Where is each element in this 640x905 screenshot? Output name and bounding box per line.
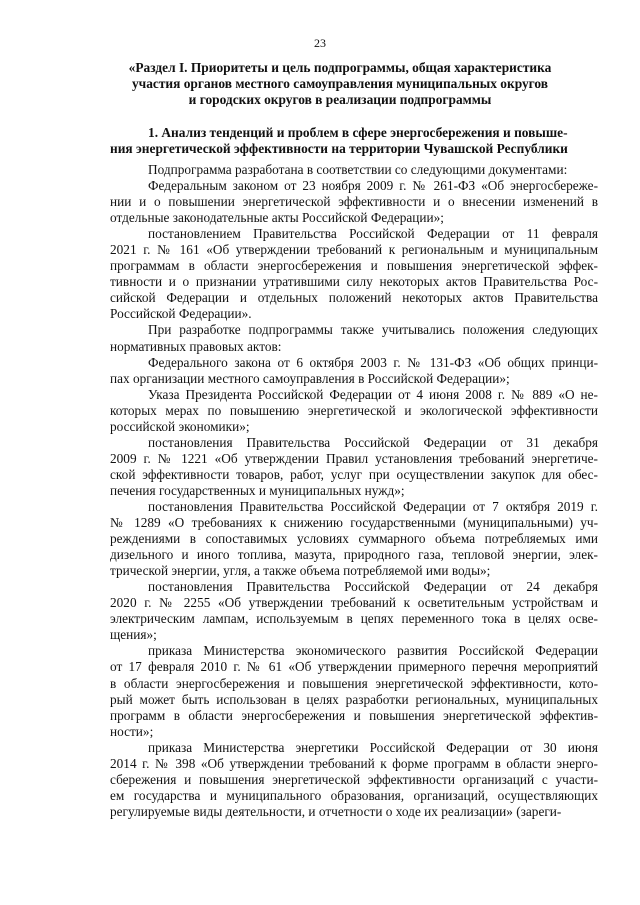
paragraph-line: 2020 г. № 2255 «Об утверждении требований к осветительным устройствам и <box>110 595 598 611</box>
subsection-title-line: ния энергетической эффективности на территории Чувашской Республики <box>110 141 568 156</box>
paragraph-line: 2021 г. № 161 «Об утверждении требований к региональным и муниципальным <box>110 242 598 258</box>
paragraph <box>110 178 598 226</box>
paragraph-line: программам в области энергосбережения и повышения энергетической эффек- <box>110 258 598 274</box>
body-text <box>110 162 598 820</box>
paragraph <box>110 387 598 435</box>
paragraph-line: Указа Президента Российской Федерации от 4 июня 2008 г. № 889 «О не- <box>148 386 598 402</box>
paragraph-line: сийской Федерации и отдельных положений некоторых актов Правительства <box>110 290 598 306</box>
paragraph-line: отдельные законодательные акты Российской Федерации»; <box>110 210 444 226</box>
paragraph <box>110 226 598 322</box>
paragraph <box>110 435 598 499</box>
paragraph-line: постановлением Правительства Российской Федерации от 11 февраля <box>148 226 598 242</box>
paragraph-line: нии и о повышении энергетической эффективности и о внесении изменений в <box>110 194 598 210</box>
paragraph-line: № 1289 «О требованиях к снижению государственными (муниципальными) уч- <box>110 515 598 531</box>
paragraph-line: дизельного и иного топлива, мазута, природного газа, тепловой энергии, элек- <box>110 547 598 563</box>
subsection-title <box>110 125 590 157</box>
section-title <box>100 60 580 108</box>
paragraph-line: приказа Министерства энергетики Российской Федерации от 30 июня <box>148 739 598 755</box>
section-title-line: участия органов местного самоуправления муниципальных округов <box>131 76 549 91</box>
paragraph <box>110 579 598 643</box>
paragraph-line: щения»; <box>110 627 157 643</box>
paragraph-line: Подпрограмма разработана в соответствии со следующими документами: <box>148 162 568 177</box>
page-number: 23 <box>314 36 326 50</box>
paragraph-line: нормативных правовых актов: <box>110 338 282 354</box>
paragraph-line: При разработке подпрограммы также учитывались положения следующих <box>148 322 598 338</box>
paragraph-line: от 17 февраля 2010 г. № 61 «Об утверждении примерного перечня мероприятий <box>110 659 598 675</box>
paragraph-line: постановления Правительства Российской Федерации от 7 октября 2019 г. <box>148 498 598 514</box>
paragraph-line: печения государственных и муниципальных нужд»; <box>110 482 405 498</box>
paragraph-line: Федеральным законом от 23 ноября 2009 г. № 261-ФЗ «Об энергосбереже- <box>148 178 598 194</box>
paragraph-line: 2009 г. № 1221 «Об утверждении Правил установления требований энергетиче- <box>110 450 598 466</box>
paragraph <box>110 355 598 387</box>
paragraph-line: тивности и о признании утратившими силу некоторых актов Правительства Рос- <box>110 274 598 290</box>
paragraph-line: Федерального закона от 6 октября 2003 г. № 131-ФЗ «Об общих принци- <box>148 354 598 370</box>
paragraph <box>110 643 598 739</box>
paragraph-line: постановления Правительства Российской Федерации от 31 декабря <box>148 434 598 450</box>
subsection-title-line: 1. Анализ тенденций и проблем в сфере энергосбережения и повыше- <box>148 125 568 140</box>
paragraph-line: ем государства и муниципального образования, организаций, осуществляющих <box>110 787 598 803</box>
paragraph-line: которых мерах по повышению энергетической и экологической эффективности <box>110 402 598 418</box>
paragraph-line: приказа Министерства экономического развития Российской Федерации <box>148 643 598 659</box>
paragraph-line: российской экономики»; <box>110 418 250 434</box>
paragraph-line: Российской Федерации». <box>110 306 252 322</box>
paragraph <box>110 740 598 820</box>
paragraph-line: постановления Правительства Российской Федерации от 24 декабря <box>148 579 598 595</box>
paragraph-line: рый может быть использован в целях разработки региональных, муниципальных <box>110 691 598 707</box>
paragraph-line: реждениями в сопоставимых условиях суммарного объема потребляемых ими <box>110 531 598 547</box>
section-title-line: «Раздел I. Приоритеты и цель подпрограммы, общая характеристика <box>128 60 552 75</box>
paragraph-line: электрическим лампам, используемым в цепях переменного тока в целях осве- <box>110 611 598 627</box>
paragraph-line: программ в области энергосбережения и повышения энергетической эффектив- <box>110 707 598 723</box>
paragraph-line: пах организации местного самоуправления в Российской Федерации»; <box>110 370 510 386</box>
paragraph-line: в области энергосбережения и повышения энергетической эффективности, кото- <box>110 675 598 691</box>
paragraph-line: ности»; <box>110 723 154 739</box>
paragraph <box>110 162 598 178</box>
paragraph <box>110 499 598 579</box>
section-title-line: и городских округов в реализации подпрограммы <box>188 92 492 107</box>
paragraph-line: 2014 г. № 398 «Об утверждении требований к форме программ в области энерго- <box>110 755 598 771</box>
paragraph-line: регулируемые виды деятельности, и отчетности о ходе их реализации» (зареги- <box>110 803 562 819</box>
paragraph-line: трической энергии, угля, а также объема потребляемой ими воды»; <box>110 563 491 579</box>
paragraph-line: сбережения и повышения энергетической эффективности организаций с участи- <box>110 771 598 787</box>
paragraph-line: ской эффективности товаров, работ, услуг при осуществлении закупок для обес- <box>110 466 598 482</box>
paragraph <box>110 322 598 354</box>
